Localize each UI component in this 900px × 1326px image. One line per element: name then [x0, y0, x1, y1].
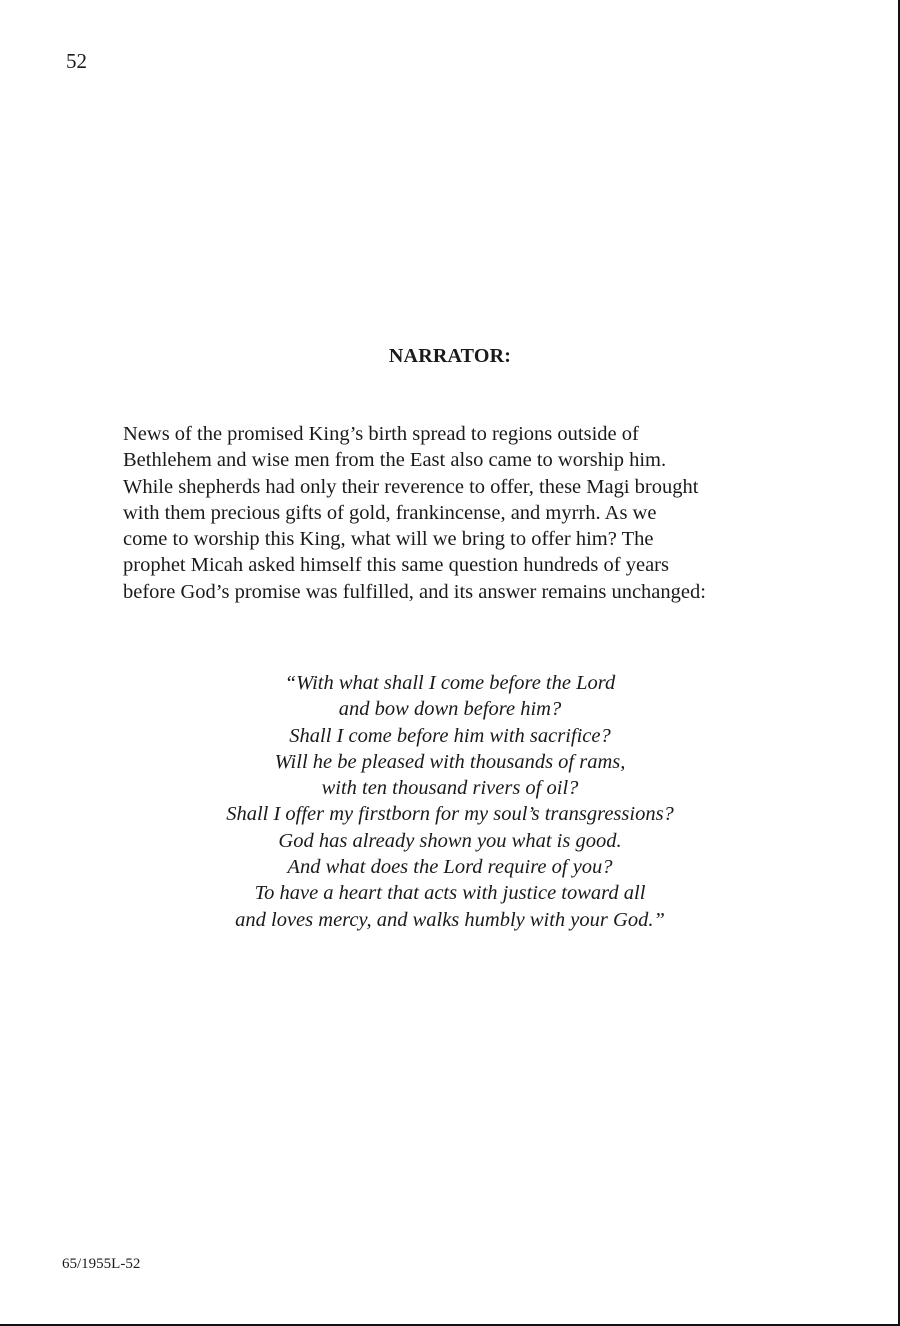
verse-line: and bow down before him?: [338, 698, 562, 721]
page-number: 52: [66, 49, 87, 73]
narration-line: with them precious gifts of gold, frankincense, and myrrh. As we: [123, 501, 657, 524]
verse-line: Will he be pleased with thousands of rams,: [274, 750, 626, 773]
catalog-code: 65/1955L-52: [62, 1256, 141, 1272]
verse-line: Shall I offer my firstborn for my soul’s transgressions?: [226, 803, 674, 826]
narration-line: before God’s promise was fulfilled, and its answer remains unchanged:: [123, 580, 706, 603]
verse-line: “With what shall I come before the Lord: [284, 672, 616, 694]
verse-line: God has already shown you what is good.: [278, 829, 622, 852]
scripture-quotation: [0, 670, 900, 933]
verse-line: And what does the Lord require of you?: [287, 856, 613, 879]
narration-line: While shepherds had only their reverence to offer, these Magi brought: [123, 475, 699, 498]
narration-paragraph: [123, 421, 803, 605]
narration-line: News of the promised King’s birth spread to regions outside of: [123, 423, 639, 445]
verse-line: and loves mercy, and walks humbly with your God.”: [235, 908, 665, 931]
speaker-heading: NARRATOR:: [388, 345, 512, 367]
verse-line: Shall I come before him with sacrifice?: [289, 724, 611, 747]
verse-line: with ten thousand rivers of oil?: [321, 777, 579, 800]
narration-line: prophet Micah asked himself this same question hundreds of years: [123, 554, 669, 577]
verse-line: To have a heart that acts with justice toward all: [254, 882, 646, 905]
narration-line: come to worship this King, what will we bring to offer him? The: [123, 528, 654, 551]
narration-line: Bethlehem and wise men from the East also came to worship him.: [123, 449, 667, 472]
